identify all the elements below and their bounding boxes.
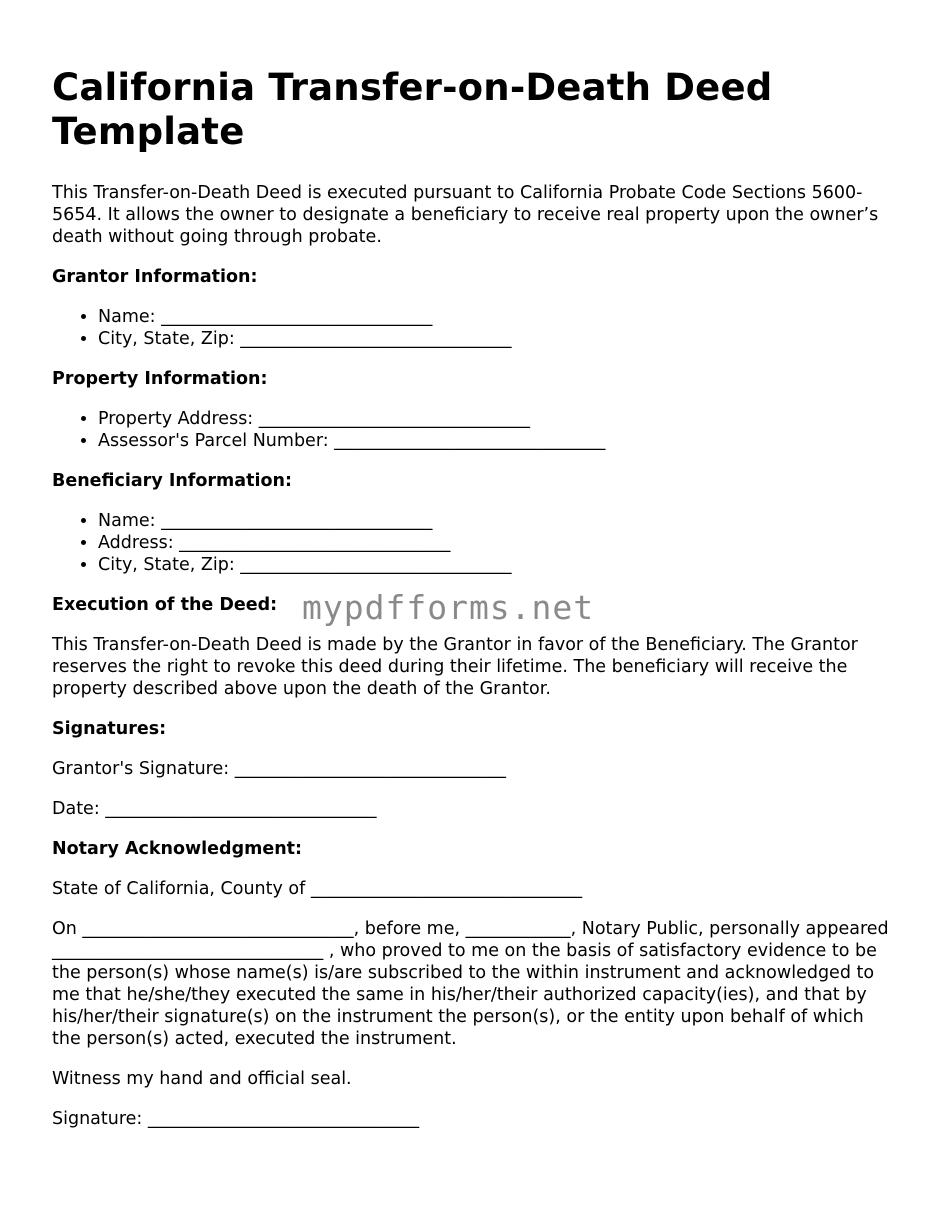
beneficiary-city-state-zip-field: • City, State, Zip: _______________________________ xyxy=(98,554,892,576)
grantor-heading: Grantor Information: xyxy=(52,267,258,287)
notary-witness-line: Witness my hand and official seal. xyxy=(52,1069,352,1089)
property-heading: Property Information: xyxy=(52,369,268,389)
execution-paragraph: This Transfer-on-Death Deed is made by the Grantor in favor of the Beneficiary. The Grantor reserves the right to revoke this deed during their lifetime. The beneficiary will receive the property described above upon the death of the Grantor. xyxy=(52,635,858,699)
notary-county-line: State of California, County of _______________________________ xyxy=(52,879,583,899)
beneficiary-list xyxy=(52,510,892,576)
grantor-list xyxy=(52,306,892,350)
property-address-field: • Property Address: _______________________________ xyxy=(98,408,892,430)
grantor-signature-line: Grantor's Signature: _______________________________ xyxy=(52,759,506,779)
intro-paragraph: This Transfer-on-Death Deed is executed pursuant to California Probate Code Sections 5600-5654. It allows the owner to designate a beneficiary to receive real property upon the owner’s death without going through probate. xyxy=(52,183,879,247)
grantor-city-state-zip-field: • City, State, Zip: _______________________________ xyxy=(98,328,892,350)
page-title: California Transfer-on-Death Deed Template xyxy=(52,66,773,153)
date-line: Date: _______________________________ xyxy=(52,799,377,819)
notary-statement: On _______________________________, before me, ____________, Notary Public, personally appeared _______________________________ , who proved to me on the basis of satisfactory evidence to be the person(s) whose name(s) is/are subscribed to the within instrument and acknowledged to me that he/she/they executed the same in his/her/their authorized capacity(ies), and that by his/her/their signature(s) on the instrument the person(s), or the entity upon behalf of which the person(s) acted, executed the instrument. xyxy=(52,919,889,1049)
notary-heading: Notary Acknowledgment: xyxy=(52,839,303,859)
parcel-number-field: • Assessor's Parcel Number: _______________________________ xyxy=(98,430,892,452)
notary-signature-line: Signature: _______________________________ xyxy=(52,1109,420,1129)
signatures-heading: Signatures: xyxy=(52,719,167,739)
beneficiary-address-field: • Address: _______________________________ xyxy=(98,532,892,554)
beneficiary-heading: Beneficiary Information: xyxy=(52,471,292,491)
property-list xyxy=(52,408,892,452)
beneficiary-name-field: • Name: _______________________________ xyxy=(98,510,892,532)
watermark: mypdfforms.net xyxy=(302,588,595,627)
execution-heading: Execution of the Deed: xyxy=(52,595,278,615)
grantor-name-field: • Name: _______________________________ xyxy=(98,306,892,328)
